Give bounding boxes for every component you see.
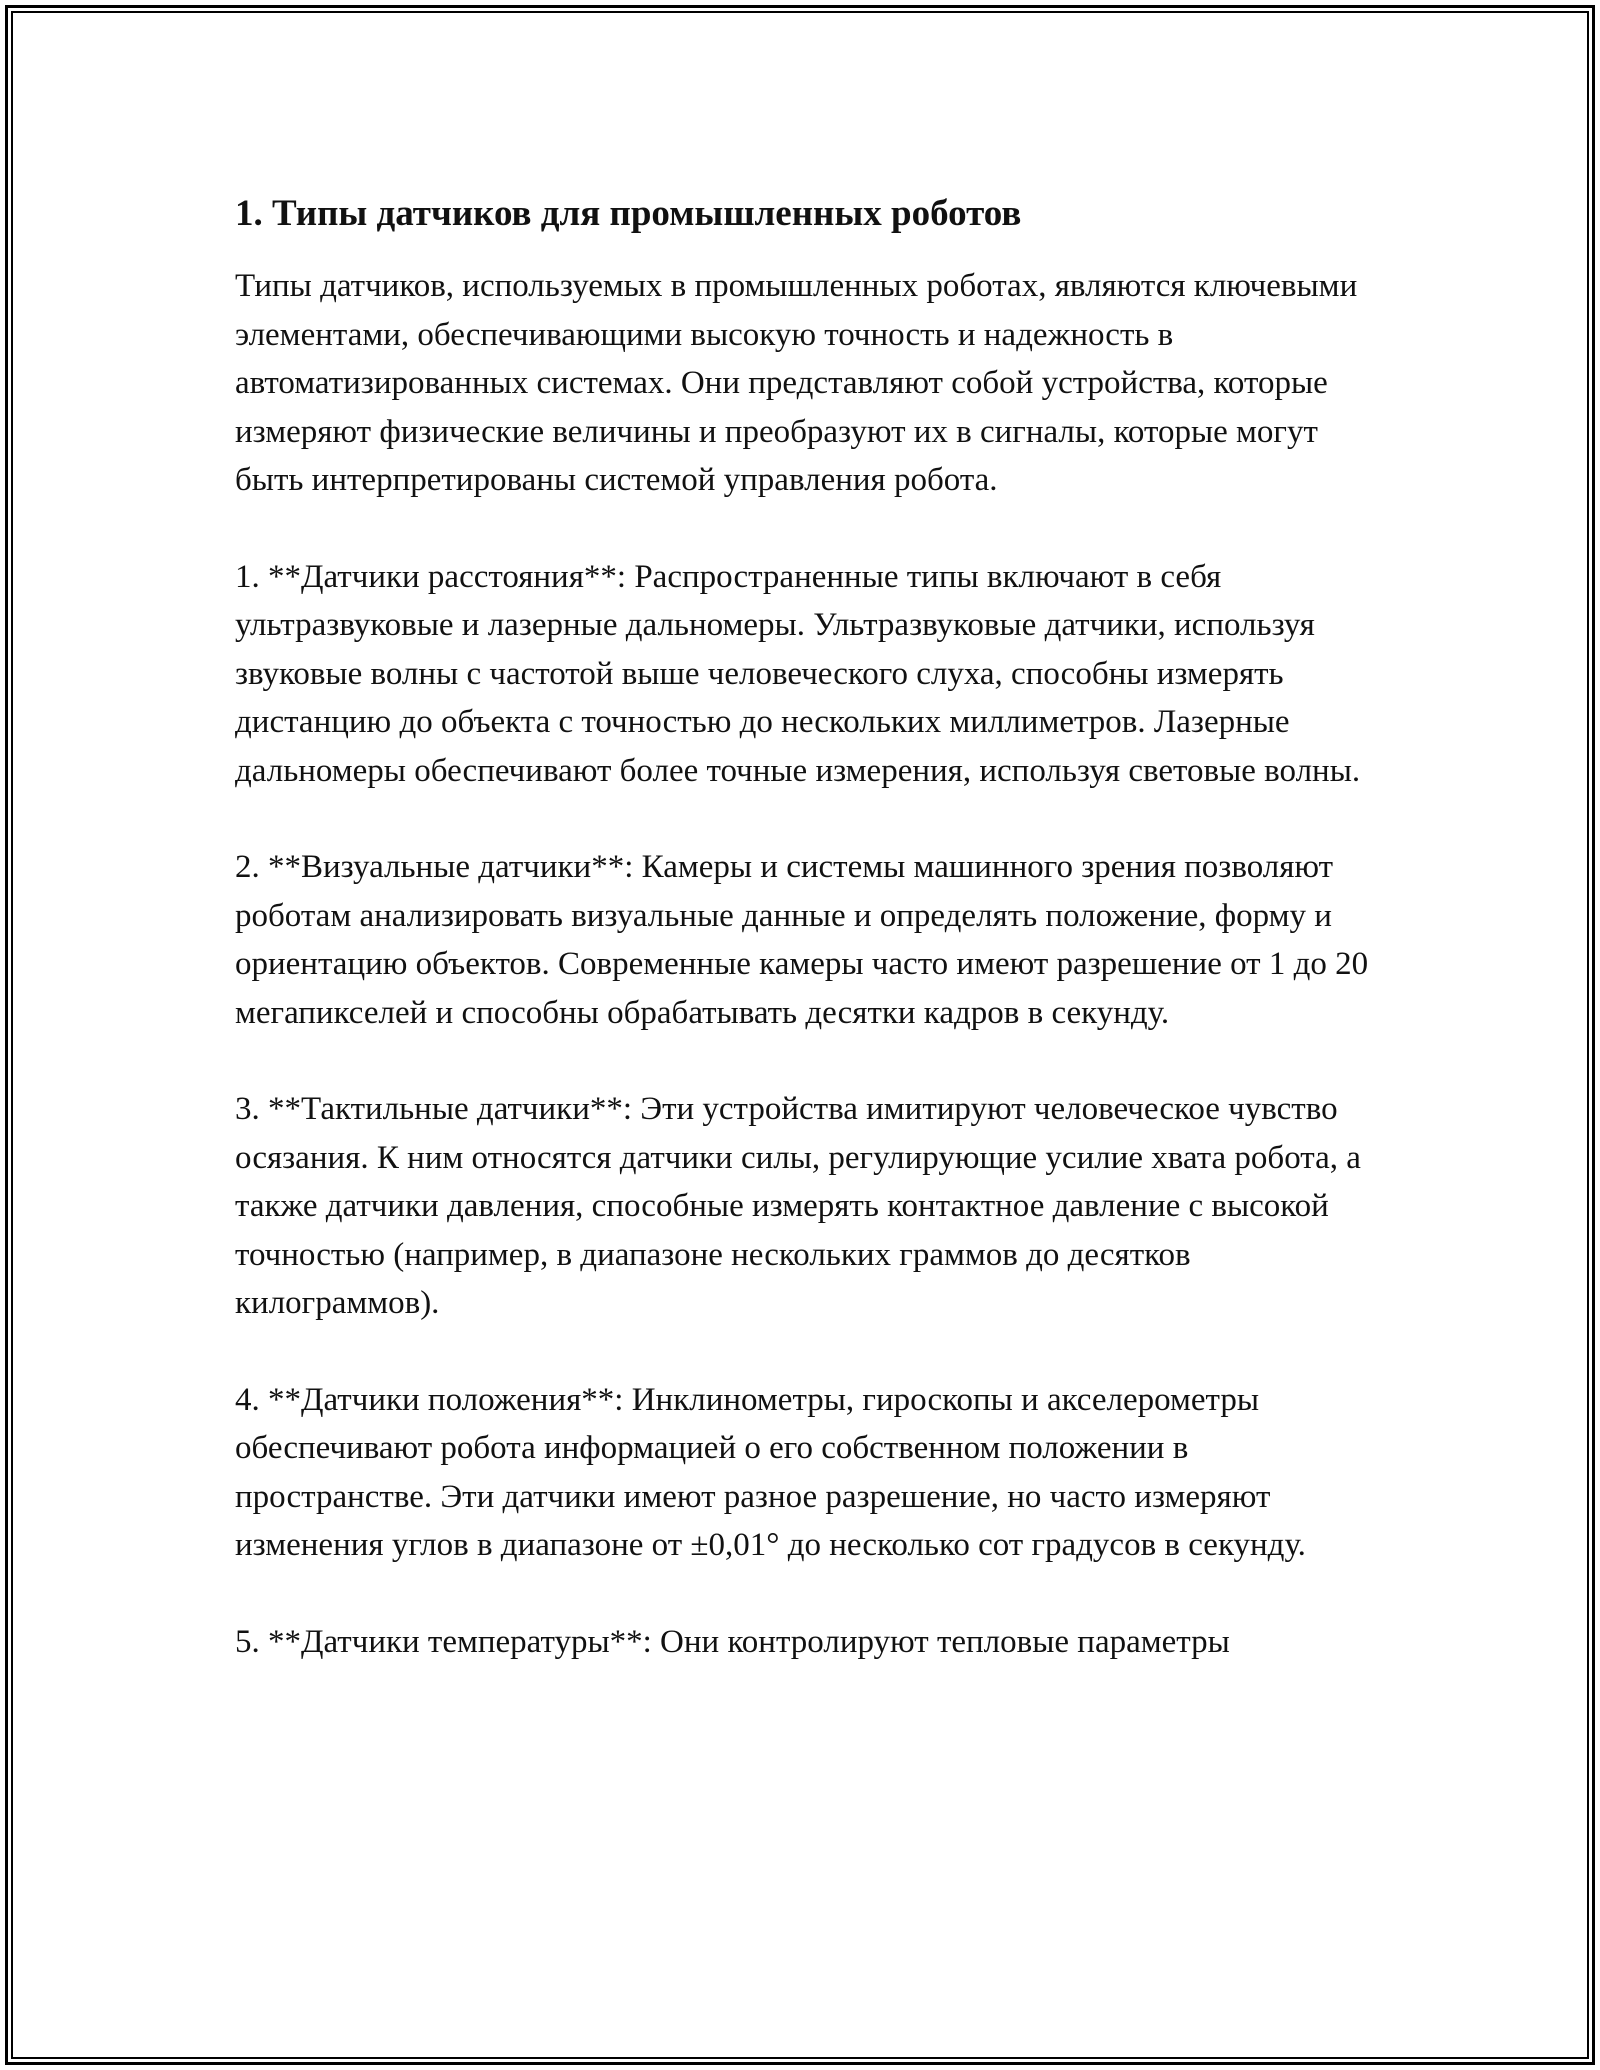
list-item-temperature-sensors: 5. **Датчики температуры**: Они контролируют тепловые параметры bbox=[235, 1623, 1230, 1660]
intro-paragraph: Типы датчиков, используемых в промышленных роботах, являются ключевыми элементами, обеспечивающими высокую точность и надежность в автоматизированных системах. Они представляют собой устройства, которые измеряют физические величины и преобразуют их в сигналы, которые могут быть интерпретированы системой управления робота. bbox=[235, 268, 1358, 498]
list-item-visual-sensors: 2. **Визуальные датчики**: Камеры и системы машинного зрения позволяют роботам анализировать визуальные данные и определять положение, форму и ориентацию объектов. Современные камеры часто имеют разрешение от 1 до 20 мегапикселей и способны обрабатывать десятки кадров в секунду. bbox=[235, 849, 1369, 1031]
document-title: 1. Типы датчиков для промышленных роботов bbox=[235, 193, 1022, 234]
list-item-position-sensors: 4. **Датчики положения**: Инклинометры, гироскопы и акселерометры обеспечивают робота информацией о его собственном положении в пространстве. Эти датчики имеют разное разрешение, но часто измеряют изменения углов в диапазоне от ±0,01° до несколько сот градусов в секунду. bbox=[235, 1381, 1306, 1563]
list-item-distance-sensors: 1. **Датчики расстояния**: Распространенные типы включают в себя ультразвуковые и лазерные дальномеры. Ультразвуковые датчики, используя звуковые волны с частотой выше человеческого слуха, способны измерять дистанцию до объекта с точностью до нескольких миллиметров. Лазерные дальномеры обеспечивают более точные измерения, используя световые волны. bbox=[235, 558, 1361, 789]
document-body bbox=[235, 188, 1380, 1714]
list-item-tactile-sensors: 3. **Тактильные датчики**: Эти устройства имитируют человеческое чувство осязания. К ним относятся датчики силы, регулирующие усилие хвата робота, а также датчики давления, способные измерять контактное давление с высокой точностью (например, в диапазоне нескольких граммов до десятков килограммов). bbox=[235, 1091, 1361, 1321]
